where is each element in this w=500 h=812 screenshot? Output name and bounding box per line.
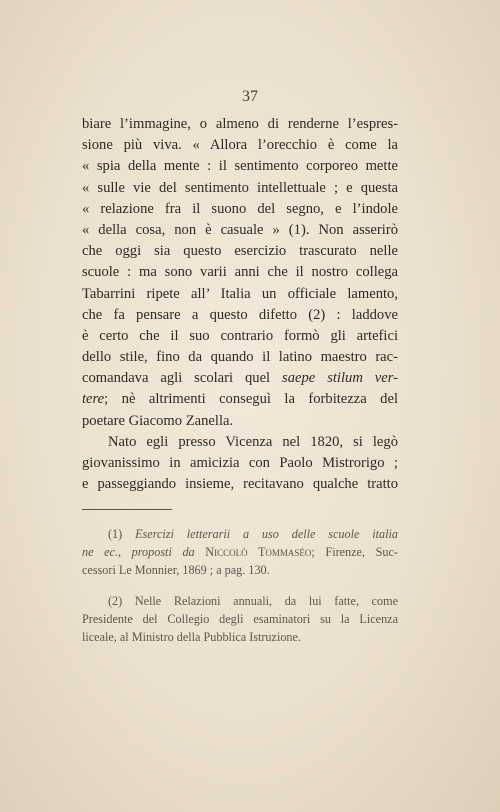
text-line: giovanissimo in amicizia con Paolo Mistrorigo ; [82, 455, 398, 471]
footnote-1-title-cont: ne ec., proposti da [82, 544, 195, 559]
footnote-1-line [82, 544, 398, 562]
footnote-2-line: (2) Nelle Relazioni annuali, da lui fatte, come [108, 594, 398, 609]
footnote-2-line: liceale, al Ministro della Pubblica Istruzione. [82, 629, 301, 644]
text-line [82, 368, 398, 389]
footnote-1-title: Esercizi letterarii a uso delle scuole italia [135, 527, 399, 541]
footnote-divider [82, 509, 172, 510]
text-line: biare l’immagine, o almeno di renderne l’espres- [82, 116, 398, 132]
text-line: e passeggiando insieme, recitavano qualche tratto [82, 476, 398, 493]
text-segment: ; nè altrimenti conseguì la forbitezza del [104, 391, 398, 408]
latin-phrase: saepe stilum ver- [282, 370, 398, 387]
footnote-1-line: cessori Le Monnier, 1869 ; a pag. 130. [82, 562, 270, 577]
text-line: « della cosa, non è casuale » (1). Non asserirò [82, 221, 398, 238]
text-line: scuole : ma sono varii anni che il nostro collega [82, 264, 398, 281]
text-line: « spia della mente : il sentimento corporeo mette [82, 158, 398, 175]
text-line: che fa pensare a questo difetto (2) : laddove [82, 306, 398, 323]
text-line: sione più viva. « Allora l’orecchio è come la [82, 137, 398, 154]
text-line: « relazione fra il suono del segno, e l’indole [82, 200, 398, 217]
latin-phrase-end: tere [82, 391, 105, 408]
page-number: 37 [242, 88, 258, 105]
text-line: « sulle vie del sentimento intellettuale ; e questa [82, 179, 398, 196]
footnote-1-author: Niccolò Tommaséo [205, 544, 312, 559]
paragraph-start-line: Nato egli presso Vicenza nel 1820, si legò [108, 433, 398, 450]
footnote-1-line [82, 526, 398, 544]
text-line: che oggi sia questo esercizio trascurato nelle [82, 243, 398, 260]
text-segment: comandava agli scolari quel [82, 370, 271, 387]
text-line: è certo che il suo contrario formò gli artefici [82, 327, 398, 344]
text-line [82, 389, 398, 410]
footnote-2-line: Presidente del Collegio degli esaminatori su la Licenza [82, 612, 398, 627]
text-line: Tabarrini ripete all’ Italia un officiale lamento, [82, 285, 398, 302]
footnote-1-publisher: ; Firenze, Suc- [311, 544, 398, 559]
footnotes [82, 526, 398, 647]
footnote-1-marker: (1) [108, 527, 123, 541]
paragraph-end-line: poetare Giacomo Zanella. [82, 412, 234, 429]
body-text [82, 114, 398, 495]
text-line: dello stile, fino da quando il latino maestro rac- [82, 349, 398, 366]
